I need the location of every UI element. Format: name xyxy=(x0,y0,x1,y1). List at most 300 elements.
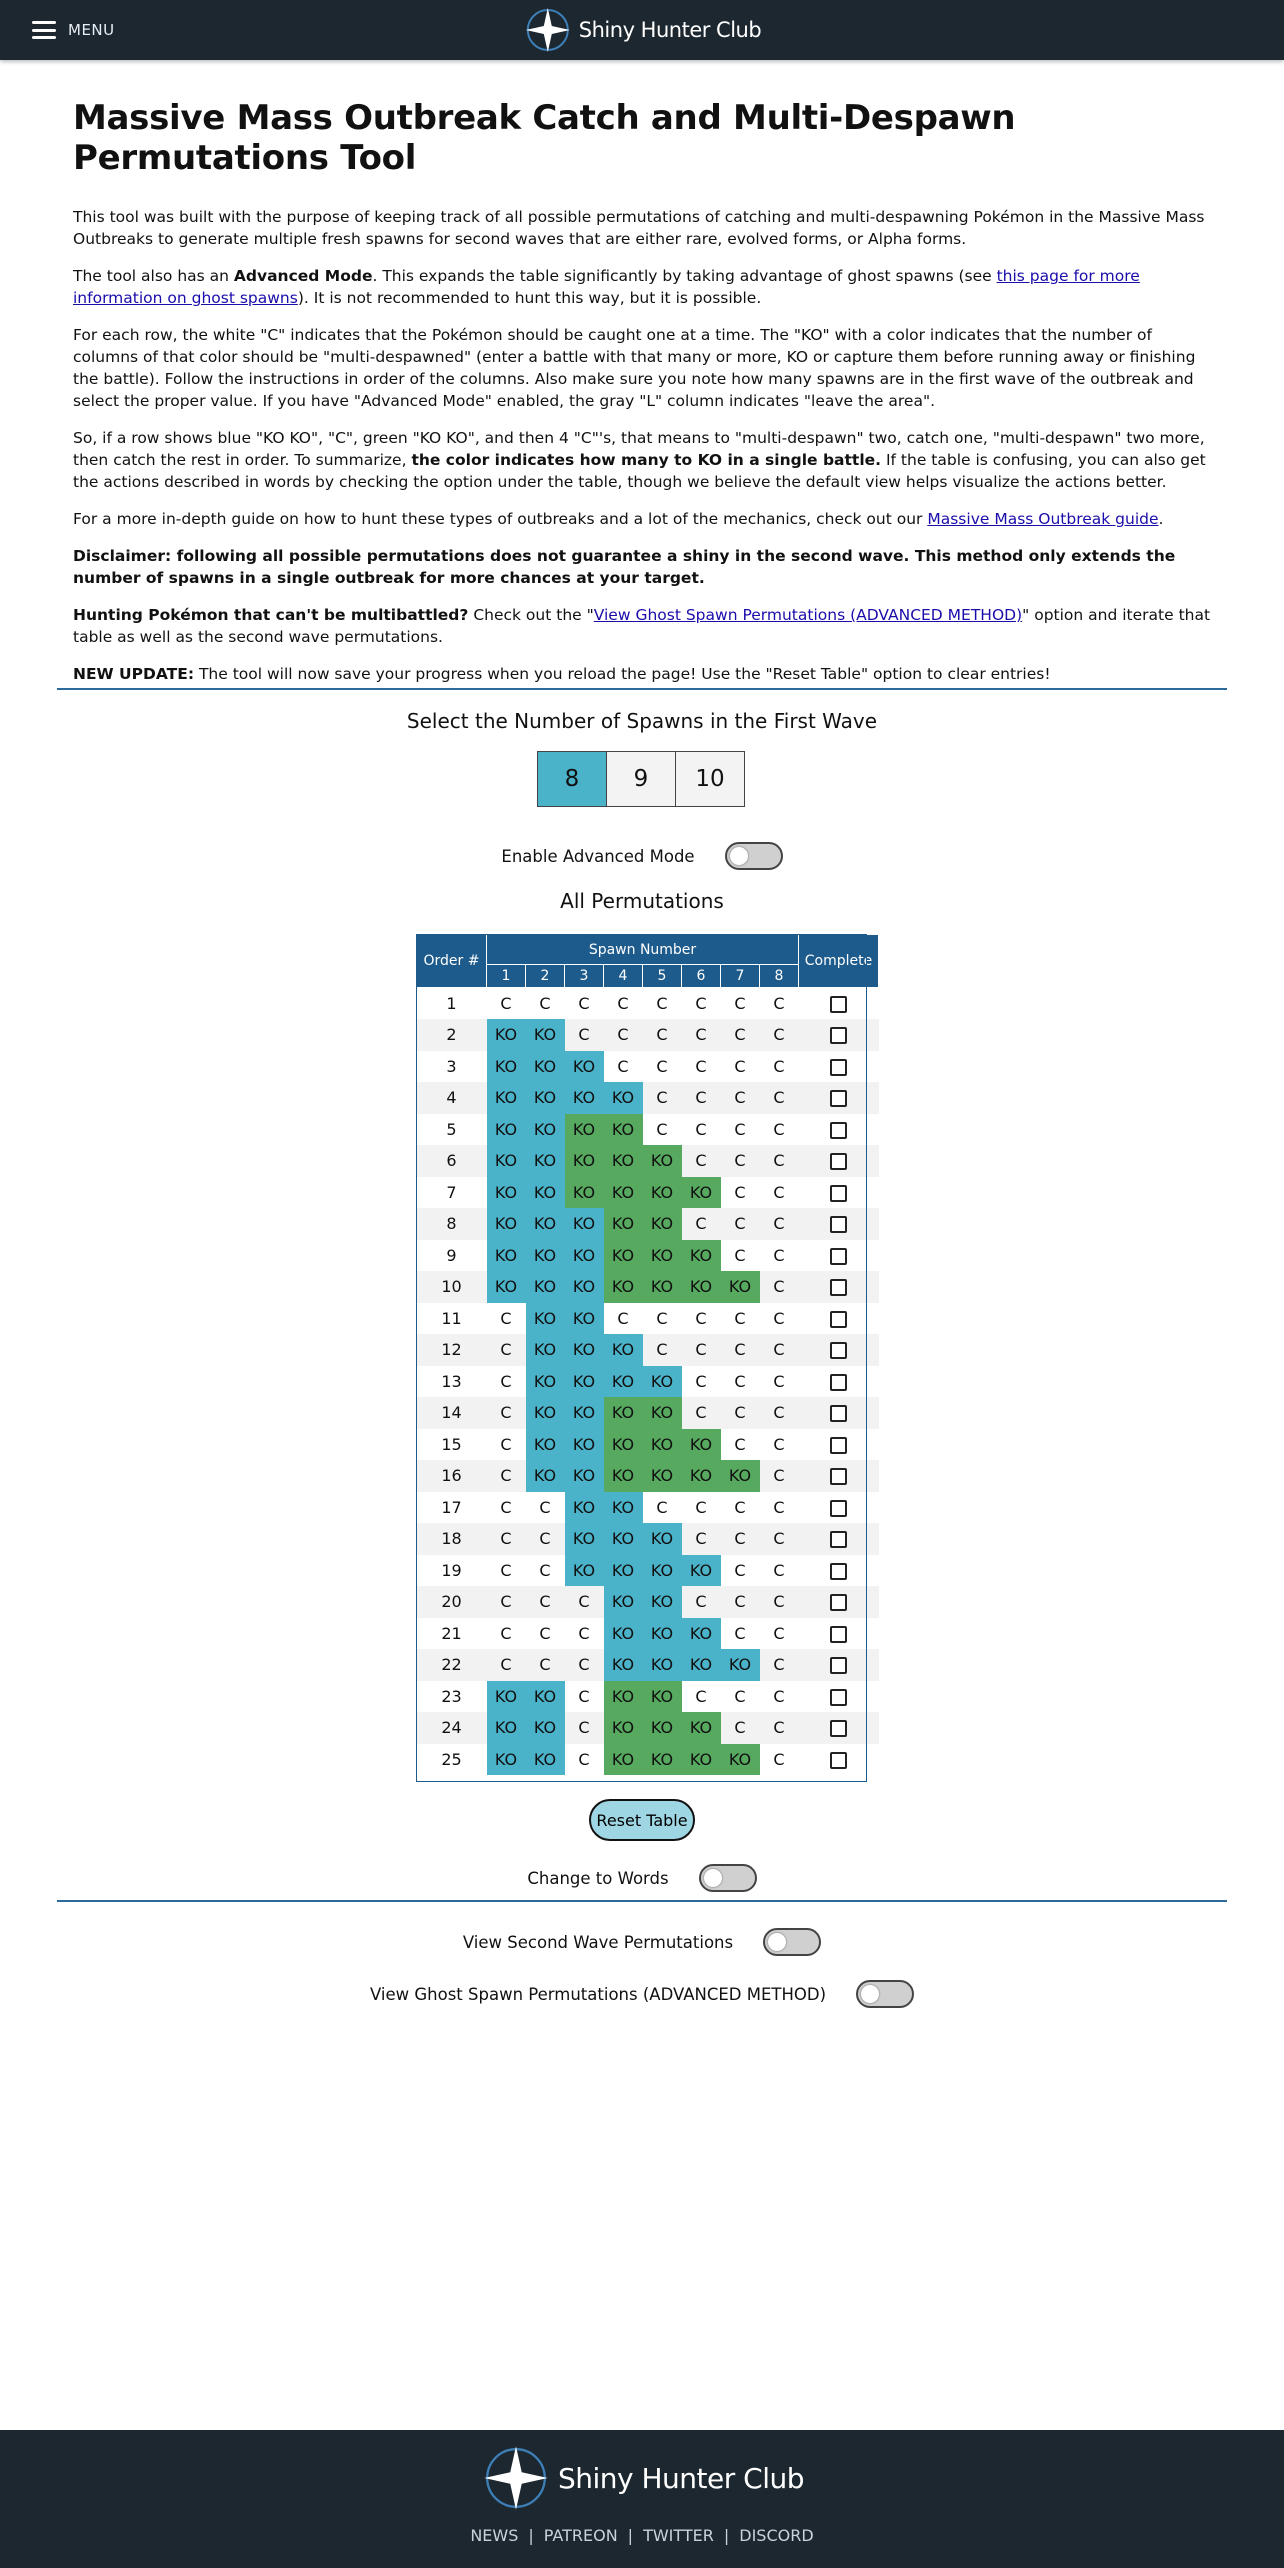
catch-cell: C xyxy=(760,1240,799,1272)
ghost-spawn-row xyxy=(0,1980,1284,2008)
catch-cell: C xyxy=(721,1051,760,1083)
footer-nav xyxy=(0,2526,1284,2545)
table-row xyxy=(417,1492,879,1524)
complete-cell xyxy=(799,1082,879,1114)
catch-cell: C xyxy=(760,1649,799,1681)
catch-cell: C xyxy=(760,1145,799,1177)
ko-cell: KO xyxy=(565,1177,604,1209)
ko-cell: KO xyxy=(643,1555,682,1587)
ko-cell: KO xyxy=(487,1712,526,1744)
ko-cell: KO xyxy=(643,1397,682,1429)
order-number: 13 xyxy=(417,1366,487,1398)
catch-cell: C xyxy=(682,1303,721,1335)
catch-cell: C xyxy=(682,1208,721,1240)
complete-cell xyxy=(799,1208,879,1240)
order-number: 23 xyxy=(417,1681,487,1713)
reset-table-button[interactable]: Reset Table xyxy=(589,1799,695,1841)
table-row xyxy=(417,1681,879,1713)
ko-cell: KO xyxy=(721,1460,760,1492)
ko-cell: KO xyxy=(682,1271,721,1303)
catch-cell: C xyxy=(643,1082,682,1114)
ko-cell: KO xyxy=(643,1240,682,1272)
spawn-column-header: 8 xyxy=(760,965,799,988)
ko-cell: KO xyxy=(487,1271,526,1303)
table-row xyxy=(417,1429,879,1461)
disclaimer-paragraph: Disclaimer: following all possible permutations does not guarantee a shiny in the second wave. This method only extends the number of spawns in a single outbreak for more chances at your target. xyxy=(73,547,1176,587)
order-number: 15 xyxy=(417,1429,487,1461)
complete-checkbox[interactable] xyxy=(830,1059,847,1076)
ghost-spawn-toggle[interactable] xyxy=(856,1980,914,2008)
spawn-column-header: 5 xyxy=(643,965,682,988)
complete-cell xyxy=(799,1586,879,1618)
complete-checkbox[interactable] xyxy=(830,1437,847,1454)
complete-checkbox[interactable] xyxy=(830,1311,847,1328)
catch-cell: C xyxy=(721,1114,760,1146)
catch-cell: C xyxy=(643,1051,682,1083)
ko-cell: KO xyxy=(721,1271,760,1303)
ko-cell: KO xyxy=(682,1712,721,1744)
spawn-option-9[interactable]: 9 xyxy=(606,751,676,807)
site-logo[interactable] xyxy=(523,4,761,56)
footer-separator: | xyxy=(528,2526,534,2545)
complete-cell xyxy=(799,1145,879,1177)
catch-cell: C xyxy=(760,1208,799,1240)
ko-cell: KO xyxy=(565,1397,604,1429)
catch-cell: C xyxy=(682,1492,721,1524)
complete-cell xyxy=(799,1460,879,1492)
footer-brand-name: Shiny Hunter Club xyxy=(557,2461,805,2495)
complete-checkbox[interactable] xyxy=(830,1468,847,1485)
page-title: Massive Mass Outbreak Catch and Multi-Despawn Permutations Tool xyxy=(73,98,1016,178)
spawn-column-header: 2 xyxy=(526,965,565,988)
complete-cell xyxy=(799,1712,879,1744)
complete-checkbox[interactable] xyxy=(830,1689,847,1706)
complete-cell xyxy=(799,1303,879,1335)
complete-checkbox[interactable] xyxy=(830,1216,847,1233)
catch-cell: C xyxy=(760,1523,799,1555)
ko-cell: KO xyxy=(526,1366,565,1398)
complete-checkbox[interactable] xyxy=(830,1374,847,1391)
catch-cell: C xyxy=(760,1712,799,1744)
ko-cell: KO xyxy=(565,1334,604,1366)
catch-cell: C xyxy=(760,1051,799,1083)
catch-cell: C xyxy=(760,1429,799,1461)
ko-cell: KO xyxy=(643,1429,682,1461)
ko-cell: KO xyxy=(643,1271,682,1303)
second-wave-label: View Second Wave Permutations xyxy=(462,1932,734,1952)
spawn-option-8[interactable]: 8 xyxy=(537,751,607,807)
ko-cell: KO xyxy=(682,1429,721,1461)
complete-checkbox[interactable] xyxy=(830,1626,847,1643)
catch-cell: C xyxy=(760,1618,799,1650)
ko-cell: KO xyxy=(604,1492,643,1524)
catch-cell: C xyxy=(643,1334,682,1366)
complete-checkbox[interactable] xyxy=(830,1657,847,1674)
complete-checkbox[interactable] xyxy=(830,1594,847,1611)
ko-cell: KO xyxy=(604,1744,643,1776)
ko-cell: KO xyxy=(526,1019,565,1051)
complete-checkbox[interactable] xyxy=(830,1500,847,1517)
order-number: 12 xyxy=(417,1334,487,1366)
ghost-permutations-link[interactable]: View Ghost Spawn Permutations (ADVANCED METHOD) xyxy=(593,606,1023,624)
ko-cell: KO xyxy=(604,1429,643,1461)
complete-header: Complete xyxy=(799,935,879,988)
spawn-count-selector xyxy=(537,751,744,807)
catch-cell: C xyxy=(565,1744,604,1776)
ko-cell: KO xyxy=(565,1555,604,1587)
section-divider xyxy=(57,1900,1227,1902)
ko-cell: KO xyxy=(565,1145,604,1177)
ko-cell: KO xyxy=(526,1460,565,1492)
ko-cell: KO xyxy=(526,1114,565,1146)
footer-link-discord[interactable]: DISCORD xyxy=(739,2526,814,2545)
catch-cell: C xyxy=(760,1366,799,1398)
table-row xyxy=(417,1460,879,1492)
table-row xyxy=(417,1271,879,1303)
table-row xyxy=(417,1019,879,1051)
advanced-mode-row xyxy=(0,842,1284,870)
catch-cell: C xyxy=(643,1019,682,1051)
ko-cell: KO xyxy=(604,1145,643,1177)
complete-checkbox[interactable] xyxy=(830,1563,847,1580)
catch-cell: C xyxy=(721,1681,760,1713)
order-number: 7 xyxy=(417,1177,487,1209)
catch-cell: C xyxy=(604,1303,643,1335)
order-number: 4 xyxy=(417,1082,487,1114)
ko-cell: KO xyxy=(565,1366,604,1398)
table-row xyxy=(417,1334,879,1366)
catch-cell: C xyxy=(721,1019,760,1051)
ko-cell: KO xyxy=(643,1681,682,1713)
order-number: 5 xyxy=(417,1114,487,1146)
complete-checkbox[interactable] xyxy=(830,1153,847,1170)
complete-cell xyxy=(799,1429,879,1461)
ko-cell: KO xyxy=(526,1303,565,1335)
ko-cell: KO xyxy=(526,1240,565,1272)
ko-cell: KO xyxy=(604,1649,643,1681)
complete-cell xyxy=(799,1334,879,1366)
complete-checkbox[interactable] xyxy=(830,1405,847,1422)
ko-cell: KO xyxy=(721,1649,760,1681)
catch-cell: C xyxy=(526,1618,565,1650)
catch-cell: C xyxy=(487,1366,526,1398)
complete-checkbox[interactable] xyxy=(830,1122,847,1139)
ko-cell: KO xyxy=(526,1271,565,1303)
brand-name: Shiny Hunter Club xyxy=(578,18,762,42)
catch-cell: C xyxy=(526,988,565,1020)
ko-cell: KO xyxy=(565,1051,604,1083)
ko-cell: KO xyxy=(643,1145,682,1177)
change-to-words-toggle[interactable] xyxy=(699,1864,757,1892)
catch-cell: C xyxy=(487,1429,526,1461)
catch-cell: C xyxy=(682,988,721,1020)
catch-cell: C xyxy=(526,1586,565,1618)
table-row xyxy=(417,988,879,1020)
complete-cell xyxy=(799,1240,879,1272)
update-paragraph: NEW UPDATE: The tool will now save your progress when you reload the page! Use the "Reset Table" option to clear entries! xyxy=(73,665,1051,683)
table-row xyxy=(417,1114,879,1146)
table-row xyxy=(417,1397,879,1429)
complete-cell xyxy=(799,1681,879,1713)
catch-cell: C xyxy=(643,988,682,1020)
ko-cell: KO xyxy=(565,1082,604,1114)
ko-cell: KO xyxy=(487,1082,526,1114)
advanced-mode-toggle[interactable] xyxy=(725,842,783,870)
catch-cell: C xyxy=(604,1051,643,1083)
complete-checkbox[interactable] xyxy=(830,1027,847,1044)
order-number: 25 xyxy=(417,1744,487,1776)
ko-cell: KO xyxy=(565,1208,604,1240)
table-row xyxy=(417,1082,879,1114)
ko-cell: KO xyxy=(604,1114,643,1146)
ko-cell: KO xyxy=(604,1208,643,1240)
complete-checkbox[interactable] xyxy=(830,1248,847,1265)
ko-cell: KO xyxy=(565,1240,604,1272)
ko-cell: KO xyxy=(604,1240,643,1272)
complete-cell xyxy=(799,1271,879,1303)
complete-checkbox[interactable] xyxy=(830,1279,847,1296)
catch-cell: C xyxy=(682,1019,721,1051)
catch-cell: C xyxy=(526,1555,565,1587)
ko-cell: KO xyxy=(565,1429,604,1461)
order-number: 8 xyxy=(417,1208,487,1240)
complete-checkbox[interactable] xyxy=(830,1720,847,1737)
catch-cell: C xyxy=(487,1555,526,1587)
ko-cell: KO xyxy=(643,1744,682,1776)
ko-cell: KO xyxy=(682,1744,721,1776)
ko-cell: KO xyxy=(565,1114,604,1146)
ko-cell: KO xyxy=(604,1460,643,1492)
ko-cell: KO xyxy=(526,1397,565,1429)
ko-cell: KO xyxy=(682,1460,721,1492)
footer-link-patreon[interactable]: PATREON xyxy=(543,2526,618,2545)
catch-cell: C xyxy=(565,1681,604,1713)
ko-cell: KO xyxy=(565,1460,604,1492)
catch-cell: C xyxy=(760,1114,799,1146)
ko-cell: KO xyxy=(643,1649,682,1681)
ko-cell: KO xyxy=(487,1208,526,1240)
catch-cell: C xyxy=(760,1492,799,1524)
ko-cell: KO xyxy=(604,1586,643,1618)
catch-cell: C xyxy=(682,1145,721,1177)
table-row xyxy=(417,1303,879,1335)
ko-cell: KO xyxy=(604,1397,643,1429)
complete-checkbox[interactable] xyxy=(830,1090,847,1107)
change-to-words-label: Change to Words xyxy=(527,1868,669,1888)
complete-cell xyxy=(799,1397,879,1429)
catch-cell: C xyxy=(643,1114,682,1146)
table-title: All Permutations xyxy=(560,889,724,913)
catch-cell: C xyxy=(682,1681,721,1713)
advanced-mode-paragraph: The tool also has an Advanced Mode. This expands the table significantly by taking advantage of ghost spawns (see this page for more information on ghost spawns). It is not recommended to hunt this way, but it is possible. xyxy=(73,267,1140,307)
catch-cell: C xyxy=(487,1586,526,1618)
complete-checkbox[interactable] xyxy=(830,1752,847,1769)
ko-cell: KO xyxy=(643,1712,682,1744)
catch-cell: C xyxy=(721,1586,760,1618)
ko-cell: KO xyxy=(526,1208,565,1240)
catch-cell: C xyxy=(487,988,526,1020)
sparkle-star-icon xyxy=(480,2442,552,2514)
catch-cell: C xyxy=(682,1334,721,1366)
complete-checkbox[interactable] xyxy=(830,1531,847,1548)
ghost-spawns-link[interactable]: this page for more information on ghost spawns xyxy=(73,267,1140,307)
ko-cell: KO xyxy=(643,1208,682,1240)
catch-cell: C xyxy=(721,1334,760,1366)
ko-cell: KO xyxy=(721,1744,760,1776)
ko-cell: KO xyxy=(487,1019,526,1051)
catch-cell: C xyxy=(721,1303,760,1335)
permutations-table xyxy=(416,934,879,1775)
complete-cell xyxy=(799,1523,879,1555)
catch-cell: C xyxy=(682,1114,721,1146)
ko-cell: KO xyxy=(526,1712,565,1744)
outbreak-guide-link[interactable]: Massive Mass Outbreak guide xyxy=(927,510,1159,528)
ko-cell: KO xyxy=(487,1240,526,1272)
ghost-spawn-label: View Ghost Spawn Permutations (ADVANCED METHOD) xyxy=(369,1984,827,2004)
catch-cell: C xyxy=(682,1397,721,1429)
catch-cell: C xyxy=(760,1082,799,1114)
catch-cell: C xyxy=(682,1523,721,1555)
ko-cell: KO xyxy=(643,1523,682,1555)
ko-cell: KO xyxy=(604,1271,643,1303)
catch-cell: C xyxy=(487,1397,526,1429)
ko-cell: KO xyxy=(526,1429,565,1461)
catch-cell: C xyxy=(565,1586,604,1618)
complete-cell xyxy=(799,1019,879,1051)
catch-cell: C xyxy=(721,1366,760,1398)
footer-link-twitter[interactable]: TWITTER xyxy=(643,2526,714,2545)
ko-cell: KO xyxy=(682,1618,721,1650)
catch-cell: C xyxy=(721,1397,760,1429)
catch-cell: C xyxy=(565,1712,604,1744)
complete-checkbox[interactable] xyxy=(830,1342,847,1359)
ko-cell: KO xyxy=(682,1649,721,1681)
catch-cell: C xyxy=(526,1649,565,1681)
catch-cell: C xyxy=(721,1145,760,1177)
ko-cell: KO xyxy=(643,1618,682,1650)
second-wave-toggle[interactable] xyxy=(763,1928,821,1956)
ko-cell: KO xyxy=(682,1177,721,1209)
catch-cell: C xyxy=(760,1303,799,1335)
ko-cell: KO xyxy=(487,1177,526,1209)
catch-cell: C xyxy=(682,1082,721,1114)
order-number: 6 xyxy=(417,1145,487,1177)
footer-link-news[interactable]: NEWS xyxy=(470,2526,519,2545)
sparkle-star-icon xyxy=(523,5,573,55)
words-row xyxy=(0,1864,1284,1892)
spawn-column-header: 6 xyxy=(682,965,721,988)
catch-cell: C xyxy=(760,1586,799,1618)
article xyxy=(73,98,1211,700)
complete-cell xyxy=(799,1114,879,1146)
ko-cell: KO xyxy=(682,1240,721,1272)
catch-cell: C xyxy=(526,1492,565,1524)
ko-cell: KO xyxy=(487,1051,526,1083)
ko-cell: KO xyxy=(526,1334,565,1366)
order-number: 11 xyxy=(417,1303,487,1335)
table-row xyxy=(417,1712,879,1744)
catch-cell: C xyxy=(604,988,643,1020)
menu-button[interactable] xyxy=(32,16,115,44)
complete-cell xyxy=(799,1177,879,1209)
order-number: 14 xyxy=(417,1397,487,1429)
order-number: 24 xyxy=(417,1712,487,1744)
ko-cell: KO xyxy=(526,1681,565,1713)
hamburger-icon xyxy=(32,21,56,39)
ko-cell: KO xyxy=(487,1744,526,1776)
menu-label: MENU xyxy=(68,21,115,39)
complete-checkbox[interactable] xyxy=(830,996,847,1013)
catch-cell: C xyxy=(487,1492,526,1524)
table-row xyxy=(417,1523,879,1555)
ko-cell: KO xyxy=(682,1555,721,1587)
catch-cell: C xyxy=(721,1429,760,1461)
section-divider xyxy=(57,688,1227,690)
catch-cell: C xyxy=(760,1397,799,1429)
catch-cell: C xyxy=(487,1649,526,1681)
intro-paragraph: This tool was built with the purpose of keeping track of all possible permutations of catching and multi-despawning Pokémon in the Massive Mass Outbreaks to generate multiple fresh spawns for second waves that are either rare, evolved forms, or Alpha forms. xyxy=(73,208,1205,248)
table-row xyxy=(417,1051,879,1083)
table-row xyxy=(417,1366,879,1398)
table-row xyxy=(417,1145,879,1177)
catch-cell: C xyxy=(721,1240,760,1272)
catch-cell: C xyxy=(760,1460,799,1492)
spawn-column-header: 3 xyxy=(565,965,604,988)
spawn-option-10[interactable]: 10 xyxy=(675,751,745,807)
guide-paragraph: For a more in-depth guide on how to hunt these types of outbreaks and a lot of the mechanics, check out our Massive Mass Outbreak guide. xyxy=(73,510,1164,528)
complete-checkbox[interactable] xyxy=(830,1185,847,1202)
catch-cell: C xyxy=(721,1492,760,1524)
catch-cell: C xyxy=(487,1523,526,1555)
order-number: 10 xyxy=(417,1271,487,1303)
footer-logo[interactable] xyxy=(480,2442,804,2514)
second-wave-row xyxy=(0,1928,1284,1956)
table-row xyxy=(417,1555,879,1587)
catch-cell: C xyxy=(760,988,799,1020)
catch-cell: C xyxy=(721,1208,760,1240)
ko-cell: KO xyxy=(487,1681,526,1713)
complete-cell xyxy=(799,1618,879,1650)
ko-cell: KO xyxy=(604,1555,643,1587)
ko-cell: KO xyxy=(643,1177,682,1209)
order-header: Order # xyxy=(417,935,487,988)
catch-cell: C xyxy=(721,1523,760,1555)
catch-cell: C xyxy=(565,1618,604,1650)
ko-cell: KO xyxy=(526,1145,565,1177)
catch-cell: C xyxy=(565,1649,604,1681)
catch-cell: C xyxy=(643,1492,682,1524)
catch-cell: C xyxy=(760,1681,799,1713)
footer-separator: | xyxy=(723,2526,730,2545)
ko-cell: KO xyxy=(604,1334,643,1366)
ko-cell: KO xyxy=(526,1177,565,1209)
ko-cell: KO xyxy=(604,1618,643,1650)
footer-separator: | xyxy=(627,2526,634,2545)
catch-cell: C xyxy=(682,1051,721,1083)
catch-cell: C xyxy=(487,1618,526,1650)
spawn-select-title: Select the Number of Spawns in the First Wave xyxy=(406,709,878,733)
ko-cell: KO xyxy=(643,1366,682,1398)
catch-cell: C xyxy=(721,1618,760,1650)
catch-cell: C xyxy=(643,1303,682,1335)
ko-cell: KO xyxy=(565,1523,604,1555)
catch-cell: C xyxy=(487,1460,526,1492)
catch-cell: C xyxy=(760,1744,799,1776)
ko-cell: KO xyxy=(565,1492,604,1524)
catch-cell: C xyxy=(604,1019,643,1051)
ko-cell: KO xyxy=(526,1744,565,1776)
catch-cell: C xyxy=(760,1555,799,1587)
